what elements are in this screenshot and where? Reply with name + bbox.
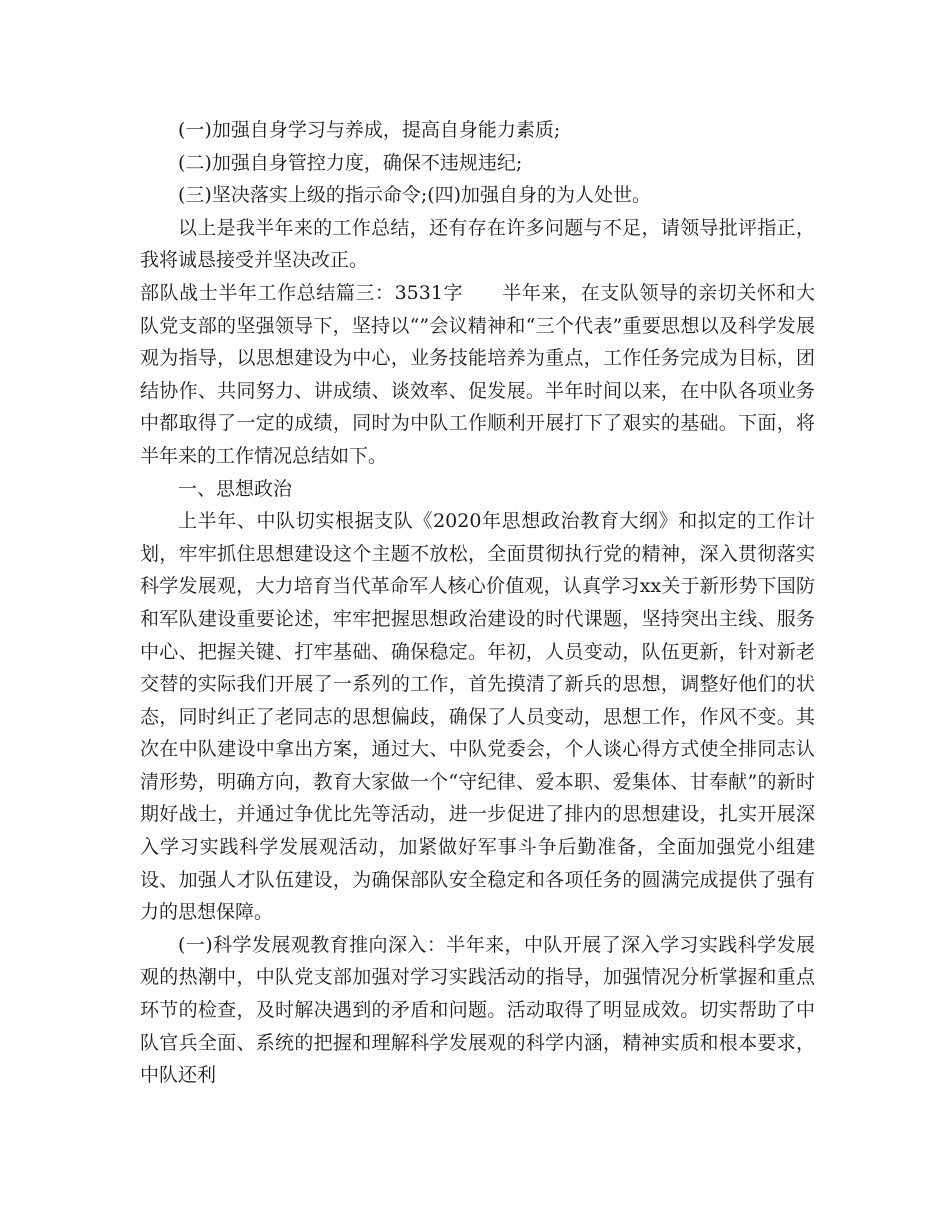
summary-closing-paragraph: 以上是我半年来的工作总结，还有存在许多问题与不足，请领导批评指正，我将诚恳接受并坚决改正。 (140, 216, 815, 272)
document-body (140, 114, 815, 1092)
article-three-intro-paragraph: 部队战士半年工作总结篇三：3531字 半年来，在支队领导的亲切关怀和大队党支部的坚强领导下，坚持以“”会议精神和“三个代表”重要思想以及科学发展观为指导，以思想建设为中心，业务技能培养为重点，工作任务完成为目标，团结协作、共同努力、讲成绩、谈效率、促发展。半年时间以来，在中队各项业务中都取得了一定的成绩，同时为中队工作顺利开展打下了艰实的基础。下面，将半年来的工作情况总结如下。 (140, 281, 815, 467)
list-item-implement-orders: (三)坚决落实上级的指示命令;(四)加强自身的为人处世。 (178, 184, 652, 207)
scientific-development-paragraph: (一)科学发展观教育推向深入：半年来，中队开展了深入学习实践科学发展观的热潮中，中队党支部加强对学习实践活动的指导，加强情况分析掌握和重点环节的检查，及时解决遇到的矛盾和问题。活动取得了明显成效。切实帮助了中队官兵全面、系统的把握和理解科学发展观的科学内涵，精神实质和根本要求，中队还利 (140, 933, 815, 1087)
list-item-strengthen-study: (一)加强自身学习与养成，提高自身能力素质; (178, 119, 561, 141)
list-item-self-control: (二)加强自身管控力度，确保不违规违纪; (178, 151, 523, 174)
section-heading-ideology: 一、思想政治 (178, 477, 293, 500)
ideology-body-paragraph: 上半年、中队切实根据支队《2020年思想政治教育大纲》和拟定的工作计划，牢牢抓住思想建设这个主题不放松，全面贯彻执行党的精神，深入贯彻落实科学发展观，大力培育当代革命军人核心价值观，认真学习xx关于新形势下国防和军队建设重要论述，牢牢把握思想政治建设的时代课题，坚持突出主线、服务中心、把握关键、打牢基础、确保稳定。年初，人员变动，队伍更新，针对新老交替的实际我们开展了一系列的工作，首先摸清了新兵的思想，调整好他们的状态，同时纠正了老同志的思想偏歧，确保了人员变动，思想工作，作风不变。其次在中队建设中拿出方案，通过大、中队党委会，个人谈心得方式使全排同志认清形势，明确方向，教育大家做一个“守纪律、爱本职、爱集体、甘奉献”的新时期好战士，并通过争优比先等活动，进一步促进了排内的思想建设，扎实开展深入学习实践科学发展观活动，加紧做好军事斗争后勤准备，全面加强党小组建设、加强人才队伍建设，为确保部队安全稳定和各项任务的圆满完成提供了强有力的思想保障。 (140, 510, 815, 924)
